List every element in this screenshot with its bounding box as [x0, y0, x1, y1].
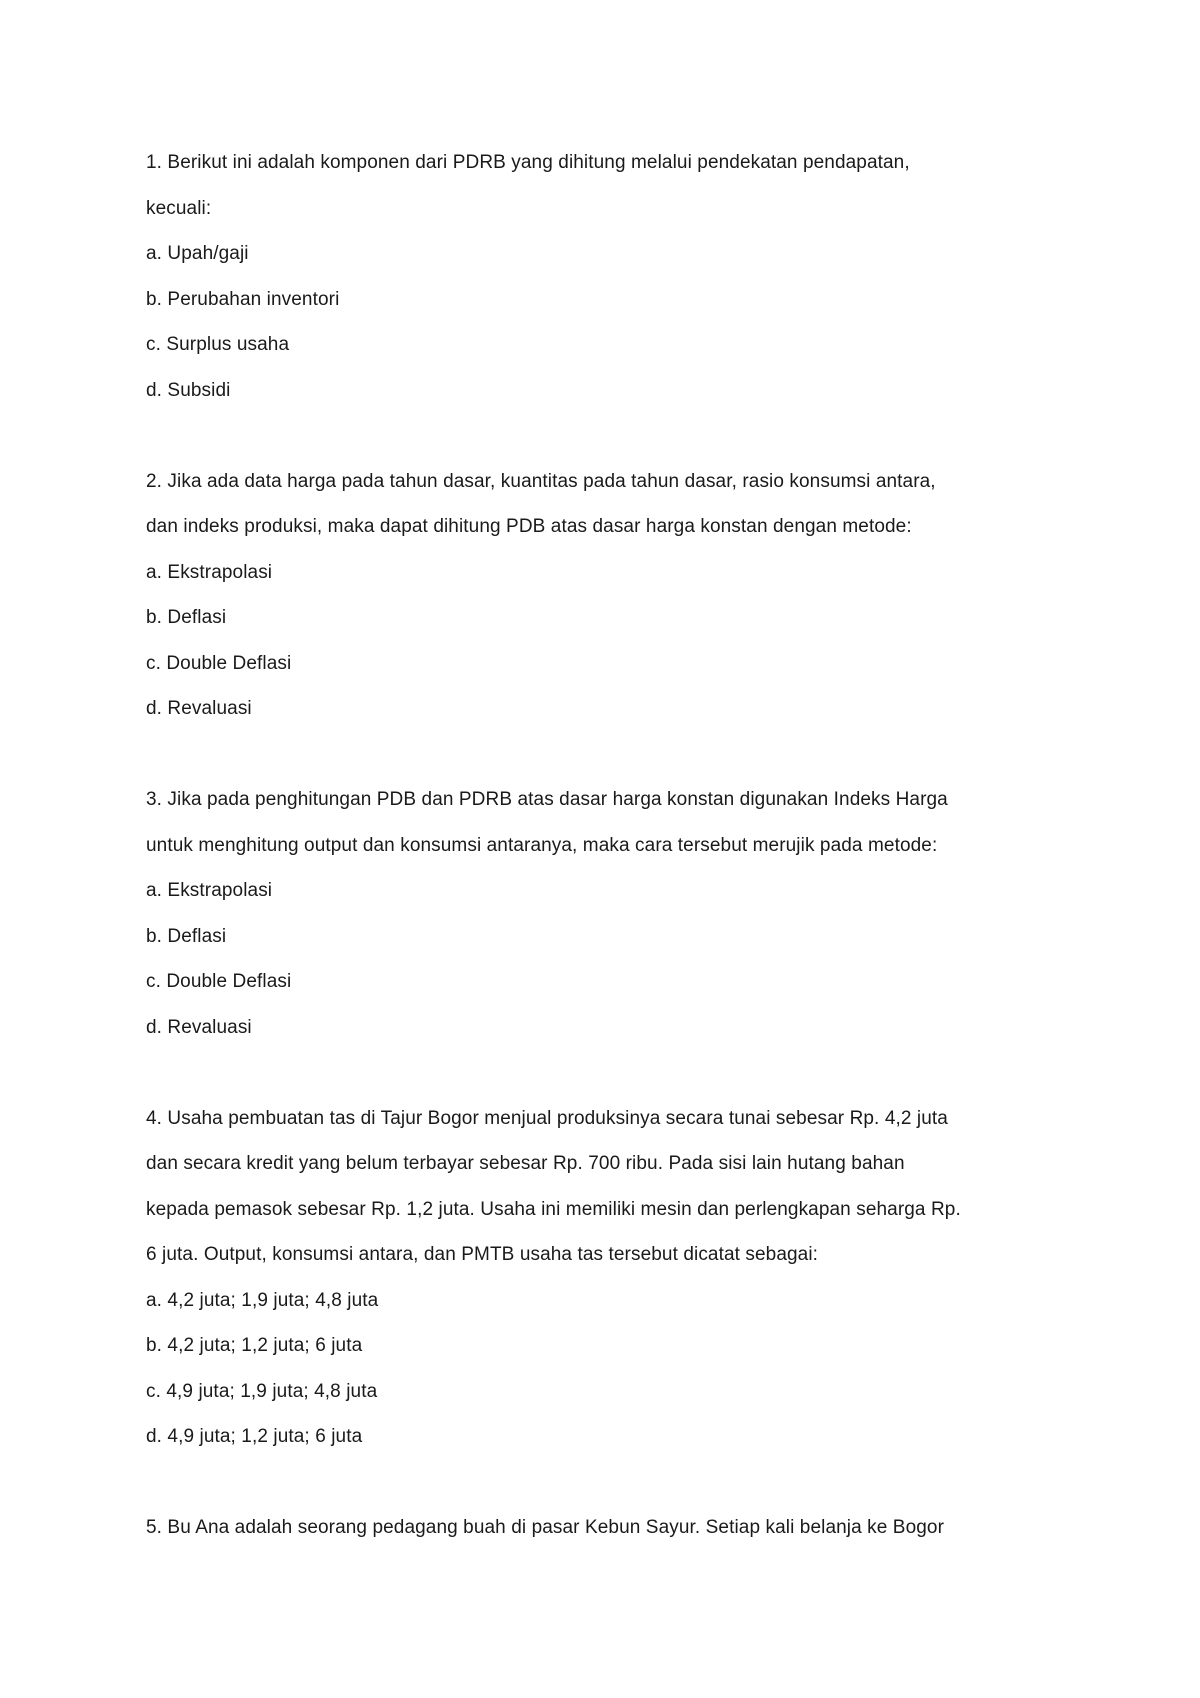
question-1-stem-line-1: 1. Berikut ini adalah komponen dari PDRB yang dihitung melalui pendekatan pendapatan, — [146, 152, 910, 173]
question-3-option-c: c. Double Deflasi — [146, 971, 292, 992]
question-1-option-b: b. Perubahan inventori — [146, 288, 340, 310]
question-4 — [146, 1096, 1046, 1460]
question-4-option-d: d. 4,9 juta; 1,2 juta; 6 juta — [146, 1426, 363, 1447]
question-1-option-a: a. Upah/gaji — [146, 243, 249, 264]
question-3-option-b: b. Deflasi — [146, 925, 227, 947]
question-2-option-a: a. Ekstrapolasi — [146, 561, 273, 583]
question-2-stem-line-1: 2. Jika ada data harga pada tahun dasar, kuantitas pada tahun dasar, rasio konsumsi antara, — [146, 470, 936, 492]
paragraph-spacer — [146, 413, 1046, 459]
document-page — [146, 140, 1046, 1551]
question-1 — [146, 140, 1046, 413]
question-3-stem-line-2: untuk menghitung output dan konsumsi antaranya, maka cara tersebut merujik pada metode: — [146, 834, 938, 856]
question-2-option-c: c. Double Deflasi — [146, 652, 292, 674]
question-3-stem-line-1: 3. Jika pada penghitungan PDB dan PDRB atas dasar harga konstan digunakan Indeks Harga — [146, 789, 948, 810]
question-5 — [146, 1505, 1046, 1551]
paragraph-spacer — [146, 1050, 1046, 1096]
question-3-option-a: a. Ekstrapolasi — [146, 880, 273, 901]
question-2-option-b: b. Deflasi — [146, 607, 227, 628]
question-1-option-c: c. Surplus usaha — [146, 334, 290, 355]
question-4-stem-line-4: 6 juta. Output, konsumsi antara, dan PMTB usaha tas tersebut dicatat sebagai: — [146, 1244, 819, 1265]
question-5-stem-line-1: 5. Bu Ana adalah seorang pedagang buah di pasar Kebun Sayur. Setiap kali belanja ke Bogor — [146, 1517, 944, 1538]
question-4-option-b: b. 4,2 juta; 1,2 juta; 6 juta — [146, 1335, 363, 1356]
question-2-stem-line-2: dan indeks produksi, maka dapat dihitung PDB atas dasar harga konstan dengan metode: — [146, 516, 912, 537]
question-2-option-d: d. Revaluasi — [146, 698, 252, 719]
question-4-stem-line-2: dan secara kredit yang belum terbayar sebesar Rp. 700 ribu. Pada sisi lain hutang bahan — [146, 1153, 905, 1174]
question-1-stem-line-2: kecuali: — [146, 197, 212, 219]
question-3 — [146, 777, 1046, 1050]
question-4-stem-line-1: 4. Usaha pembuatan tas di Tajur Bogor menjual produksinya secara tunai sebesar Rp. 4,2 juta — [146, 1107, 948, 1129]
question-4-stem-line-3: kepada pemasok sebesar Rp. 1,2 juta. Usaha ini memiliki mesin dan perlengkapan seharga Rp. — [146, 1198, 961, 1220]
paragraph-spacer — [146, 732, 1046, 778]
question-2 — [146, 459, 1046, 732]
paragraph-spacer — [146, 1460, 1046, 1506]
question-1-option-d: d. Subsidi — [146, 379, 231, 401]
question-3-option-d: d. Revaluasi — [146, 1016, 252, 1038]
question-4-option-c: c. 4,9 juta; 1,9 juta; 4,8 juta — [146, 1380, 378, 1402]
question-4-option-a: a. 4,2 juta; 1,9 juta; 4,8 juta — [146, 1289, 379, 1311]
